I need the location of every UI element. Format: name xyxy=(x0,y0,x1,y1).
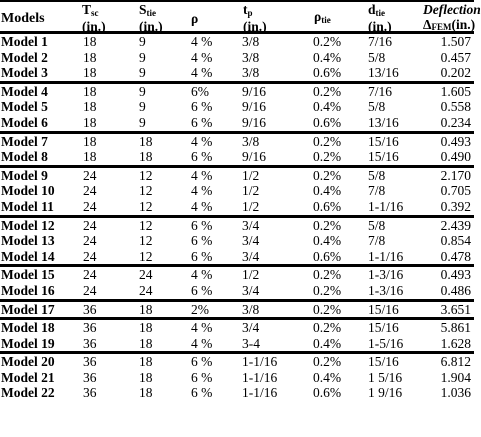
rho-cell: 6% xyxy=(191,83,209,99)
rtie-cell: 0.6% xyxy=(313,65,342,81)
deflection-cell: 0.234 xyxy=(440,114,471,130)
dtie-cell: 15/16 xyxy=(368,149,399,165)
tsc-cell: 36 xyxy=(83,335,97,351)
tp-cell: 3/4 xyxy=(242,282,260,298)
model-cell: Model 6 xyxy=(1,114,48,130)
row-group xyxy=(0,34,474,84)
row-group xyxy=(0,84,474,134)
table-row xyxy=(0,320,474,336)
header-rtie: $\rho_{tie}$ xyxy=(314,9,331,25)
tp-cell: 3/4 xyxy=(242,248,260,264)
deflection-cell: 0.854 xyxy=(440,233,471,249)
rho-cell: 4 % xyxy=(191,183,213,199)
deflection-cell: 1.036 xyxy=(440,385,471,401)
dtie-cell: 1 9/16 xyxy=(368,385,403,401)
tp-cell: 9/16 xyxy=(242,99,267,115)
model-cell: Model 3 xyxy=(1,65,48,81)
deflection-cell: 0.478 xyxy=(440,248,471,264)
model-cell: Model 18 xyxy=(1,320,55,336)
row-group xyxy=(0,267,474,301)
table-row xyxy=(0,183,474,199)
tp-cell: 9/16 xyxy=(242,114,267,130)
deflection-cell: 1.507 xyxy=(440,34,471,49)
tp-cell: 1/2 xyxy=(242,183,260,199)
model-cell: Model 8 xyxy=(1,149,48,165)
rtie-cell: 0.4% xyxy=(313,233,342,249)
deflection-cell: 0.705 xyxy=(440,183,471,199)
table-row xyxy=(0,354,474,370)
tsc-cell: 18 xyxy=(83,49,97,65)
rtie-cell: 0.2% xyxy=(313,354,342,370)
deflection-cell: 0.558 xyxy=(440,99,471,115)
rtie-cell: 0.2% xyxy=(313,34,342,49)
dtie-cell: 15/16 xyxy=(368,320,399,336)
table-row xyxy=(0,168,474,184)
rtie-cell: 0.2% xyxy=(313,167,342,183)
rtie-cell: 0.4% xyxy=(313,369,342,385)
rtie-cell: 0.6% xyxy=(313,248,342,264)
tsc-cell: 24 xyxy=(83,282,97,298)
stie-cell: 18 xyxy=(139,133,153,149)
model-cell: Model 17 xyxy=(1,301,55,317)
model-cell: Model 11 xyxy=(1,198,54,214)
dtie-cell: 1-3/16 xyxy=(368,267,404,283)
tsc-cell: 24 xyxy=(83,167,97,183)
dtie-cell: 1 5/16 xyxy=(368,369,403,385)
model-cell: Model 2 xyxy=(1,49,48,65)
table-row xyxy=(0,34,474,50)
rtie-cell: 0.4% xyxy=(313,335,342,351)
row-group xyxy=(0,134,474,168)
table-row xyxy=(0,199,474,215)
rtie-cell: 0.6% xyxy=(313,198,342,214)
dtie-cell: 1-3/16 xyxy=(368,282,404,298)
stie-cell: 18 xyxy=(139,335,153,351)
tp-cell: 3/4 xyxy=(242,217,260,233)
tsc-cell: 36 xyxy=(83,385,97,401)
stie-cell: 9 xyxy=(139,34,146,49)
stie-cell: 18 xyxy=(139,149,153,165)
stie-cell: 12 xyxy=(139,248,153,264)
tp-cell: 3/8 xyxy=(242,49,260,65)
model-cell: Model 10 xyxy=(1,183,55,199)
table-row xyxy=(0,149,474,165)
tsc-cell: 18 xyxy=(83,114,97,130)
deflection-cell: 5.861 xyxy=(440,320,471,336)
tp-cell: 3/8 xyxy=(242,34,260,49)
model-cell: Model 16 xyxy=(1,282,55,298)
tp-cell: 9/16 xyxy=(242,83,267,99)
dtie-cell: 1-1/16 xyxy=(368,248,404,264)
table-row xyxy=(0,336,474,352)
deflection-cell: 0.486 xyxy=(440,282,471,298)
model-cell: Model 15 xyxy=(1,267,55,283)
dtie-cell: 7/8 xyxy=(368,183,386,199)
rtie-cell: 0.2% xyxy=(313,217,342,233)
rho-cell: 4 % xyxy=(191,335,213,351)
dtie-cell: 1-1/16 xyxy=(368,198,404,214)
header-rho: ρ xyxy=(191,10,199,26)
model-cell: Model 22 xyxy=(1,385,55,401)
dtie-cell: 5/8 xyxy=(368,217,386,233)
stie-cell: 18 xyxy=(139,320,153,336)
stie-cell: 12 xyxy=(139,183,153,199)
rtie-cell: 0.2% xyxy=(313,301,342,317)
rho-cell: 6 % xyxy=(191,114,213,130)
row-group xyxy=(0,320,474,354)
tp-cell: 1/2 xyxy=(242,267,260,283)
stie-cell: 18 xyxy=(139,369,153,385)
dtie-cell: 13/16 xyxy=(368,65,399,81)
model-cell: Model 9 xyxy=(1,167,48,183)
tsc-cell: 24 xyxy=(83,233,97,249)
tp-cell: 9/16 xyxy=(242,149,267,165)
table-row xyxy=(0,370,474,386)
tp-cell: 1/2 xyxy=(242,167,260,183)
rho-cell: 4 % xyxy=(191,320,213,336)
rtie-cell: 0.4% xyxy=(313,49,342,65)
stie-cell: 9 xyxy=(139,83,146,99)
table-row xyxy=(0,65,474,81)
dtie-cell: 5/8 xyxy=(368,167,386,183)
rho-cell: 4 % xyxy=(191,34,213,49)
tp-cell: 1/2 xyxy=(242,198,260,214)
rtie-cell: 0.2% xyxy=(313,149,342,165)
model-cell: Model 7 xyxy=(1,133,48,149)
rho-cell: 4 % xyxy=(191,65,213,81)
table-row xyxy=(0,99,474,115)
rho-cell: 6 % xyxy=(191,149,213,165)
tsc-cell: 36 xyxy=(83,301,97,317)
tsc-cell: 24 xyxy=(83,198,97,214)
tsc-cell: 18 xyxy=(83,34,97,49)
deflection-cell: 1.904 xyxy=(440,369,471,385)
stie-cell: 9 xyxy=(139,114,146,130)
row-group xyxy=(0,354,474,401)
deflection-cell: 0.392 xyxy=(440,198,471,214)
model-cell: Model 12 xyxy=(1,217,55,233)
model-cell: Model 5 xyxy=(1,99,48,115)
tsc-cell: 24 xyxy=(83,248,97,264)
tsc-cell: 18 xyxy=(83,133,97,149)
rtie-cell: 0.4% xyxy=(313,183,342,199)
rho-cell: 6 % xyxy=(191,369,213,385)
rtie-cell: 0.4% xyxy=(313,99,342,115)
header-tp: $t_p$ (in.) xyxy=(243,2,267,34)
model-cell: Model 20 xyxy=(1,354,55,370)
tsc-cell: 18 xyxy=(83,149,97,165)
tsc-cell: 36 xyxy=(83,354,97,370)
rho-cell: 2% xyxy=(191,301,209,317)
stie-cell: 12 xyxy=(139,233,153,249)
stie-cell: 24 xyxy=(139,282,153,298)
rho-cell: 4 % xyxy=(191,198,213,214)
tp-cell: 3-4 xyxy=(242,335,260,351)
rho-cell: 6 % xyxy=(191,99,213,115)
tsc-cell: 18 xyxy=(83,65,97,81)
dtie-cell: 7/16 xyxy=(368,34,393,49)
tp-cell: 1-1/16 xyxy=(242,385,278,401)
tsc-cell: 18 xyxy=(83,99,97,115)
model-cell: Model 19 xyxy=(1,335,55,351)
tp-cell: 3/4 xyxy=(242,320,260,336)
model-cell: Model 14 xyxy=(1,248,55,264)
model-cell: Model 13 xyxy=(1,233,55,249)
stie-cell: 12 xyxy=(139,198,153,214)
stie-cell: 24 xyxy=(139,267,153,283)
tsc-cell: 36 xyxy=(83,369,97,385)
header-models: Models xyxy=(1,10,45,26)
table-row xyxy=(0,115,474,131)
stie-cell: 12 xyxy=(139,167,153,183)
rtie-cell: 0.2% xyxy=(313,282,342,298)
tp-cell: 3/8 xyxy=(242,65,260,81)
row-group xyxy=(0,218,474,268)
table-row xyxy=(0,50,474,66)
tp-cell: 3/8 xyxy=(242,133,260,149)
rtie-cell: 0.2% xyxy=(313,267,342,283)
rtie-cell: 0.6% xyxy=(313,114,342,130)
model-cell: Model 21 xyxy=(1,369,55,385)
rho-cell: 6 % xyxy=(191,354,213,370)
table-row xyxy=(0,267,474,283)
deflection-cell: 3.651 xyxy=(440,301,471,317)
dtie-cell: 5/8 xyxy=(368,49,386,65)
dtie-cell: 5/8 xyxy=(368,99,386,115)
stie-cell: 9 xyxy=(139,99,146,115)
tp-cell: 3/4 xyxy=(242,233,260,249)
deflection-cell: 0.490 xyxy=(440,149,471,165)
header-dtie: $d_{tie}$ (in.) xyxy=(368,2,392,34)
rho-cell: 6 % xyxy=(191,217,213,233)
rtie-cell: 0.2% xyxy=(313,320,342,336)
deflection-cell: 1.628 xyxy=(440,335,471,351)
deflection-cell: 2.170 xyxy=(440,167,471,183)
tp-cell: 1-1/16 xyxy=(242,354,278,370)
tsc-cell: 18 xyxy=(83,83,97,99)
rho-cell: 4 % xyxy=(191,133,213,149)
table-header xyxy=(0,0,481,34)
model-cell: Model 1 xyxy=(1,34,48,49)
deflection-cell: 0.493 xyxy=(440,133,471,149)
table-row xyxy=(0,233,474,249)
table-row xyxy=(0,283,474,299)
row-group xyxy=(0,168,474,218)
rtie-cell: 0.2% xyxy=(313,83,342,99)
deflection-cell: 6.812 xyxy=(440,354,471,370)
row-group xyxy=(0,302,474,321)
rtie-cell: 0.6% xyxy=(313,385,342,401)
rho-cell: 4 % xyxy=(191,267,213,283)
rho-cell: 6 % xyxy=(191,233,213,249)
dtie-cell: 13/16 xyxy=(368,114,399,130)
deflection-cell: 0.202 xyxy=(440,65,471,81)
rho-cell: 6 % xyxy=(191,385,213,401)
dtie-cell: 7/8 xyxy=(368,233,386,249)
tsc-cell: 24 xyxy=(83,183,97,199)
rho-cell: 6 % xyxy=(191,248,213,264)
stie-cell: 18 xyxy=(139,301,153,317)
deflection-cell: 1.605 xyxy=(440,83,471,99)
dtie-cell: 7/16 xyxy=(368,83,393,99)
rho-cell: 4 % xyxy=(191,49,213,65)
table-row xyxy=(0,249,474,265)
dtie-cell: 15/16 xyxy=(368,133,399,149)
table-body xyxy=(0,34,474,401)
deflection-cell: 0.457 xyxy=(440,49,471,65)
rho-cell: 4 % xyxy=(191,167,213,183)
stie-cell: 18 xyxy=(139,385,153,401)
tp-cell: 3/8 xyxy=(242,301,260,317)
stie-cell: 18 xyxy=(139,354,153,370)
deflection-cell: 0.493 xyxy=(440,267,471,283)
header-deflection: Deflection $\Delta_{FEM}(in.)$ xyxy=(423,2,481,32)
table-row xyxy=(0,385,474,401)
tsc-cell: 36 xyxy=(83,320,97,336)
stie-cell: 9 xyxy=(139,49,146,65)
deflection-cell: 2.439 xyxy=(440,217,471,233)
dtie-cell: 15/16 xyxy=(368,354,399,370)
tp-cell: 1-1/16 xyxy=(242,369,278,385)
header-tsc: $T_{sc}$ (in.) xyxy=(82,2,106,34)
table-row xyxy=(0,302,474,318)
stie-cell: 12 xyxy=(139,217,153,233)
dtie-cell: 1-5/16 xyxy=(368,335,404,351)
model-cell: Model 4 xyxy=(1,83,48,99)
tsc-cell: 24 xyxy=(83,217,97,233)
header-stie: $S_{tie}$ (in.) xyxy=(139,2,163,34)
table-row xyxy=(0,218,474,234)
tsc-cell: 24 xyxy=(83,267,97,283)
stie-cell: 9 xyxy=(139,65,146,81)
rho-cell: 6 % xyxy=(191,282,213,298)
table-row xyxy=(0,84,474,100)
dtie-cell: 15/16 xyxy=(368,301,399,317)
rtie-cell: 0.2% xyxy=(313,133,342,149)
table-row xyxy=(0,134,474,150)
